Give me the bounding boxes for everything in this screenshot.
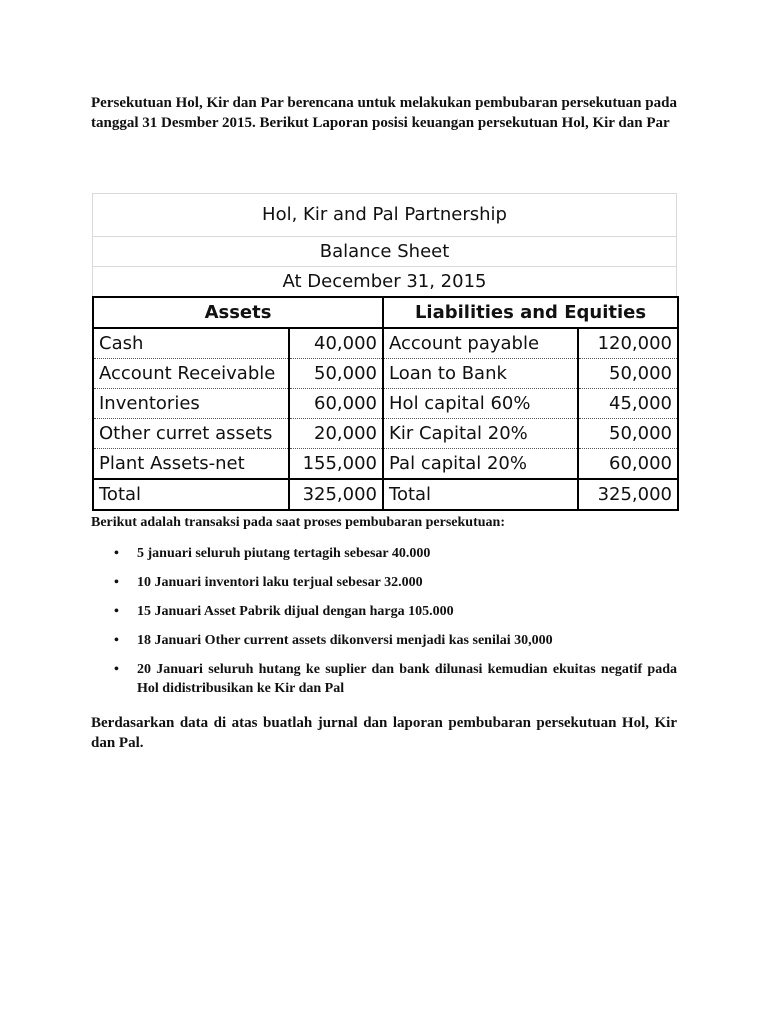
table-row [93,389,678,419]
conclusion-paragraph: Berdasarkan data di atas buatlah jurnal dan laporan pembubaran persekutuan Hol, Kir dan Pal. [91,715,677,751]
asset-value: 50,000 [289,359,383,389]
bullet-icon: • [114,575,119,590]
liability-name: Pal capital 20% [383,449,578,480]
table-row [93,449,678,480]
liabilities-header: Liabilities and Equities [383,297,678,328]
bullet-icon: • [114,546,119,561]
liability-total-label: Total [383,479,578,510]
balance-sheet-subtitle: Balance Sheet [93,237,676,267]
table-header-row [93,297,678,328]
transaction-text: 10 Januari inventori laku terjual sebesar 32.000 [137,575,423,590]
liability-total-value: 325,000 [578,479,678,510]
transaction-text: 20 Januari seluruh hutang ke suplier dan bank dilunasi kemudian ekuitas negatif pada Hol didistribusikan ke Kir dan Pal [137,662,677,696]
transactions-heading: Berikut adalah transaksi pada saat proses pembubaran persekutuan: [91,515,505,530]
bullet-icon: • [114,662,119,677]
balance-sheet-table [92,296,679,511]
balance-sheet-date: At December 31, 2015 [282,271,487,292]
asset-value: 60,000 [289,389,383,419]
liability-name: Loan to Bank [383,359,578,389]
list-item [91,573,677,592]
asset-total-label: Total [93,479,289,510]
list-item [91,631,677,650]
intro-paragraph: Persekutuan Hol, Kir dan Par berencana untuk melakukan pembubaran persekutuan pada tanggal 31 Desmber 2015. Berikut Laporan posisi keuangan persekutuan Hol, Kir dan Par [91,95,677,131]
asset-name: Cash [93,328,289,359]
asset-name: Plant Assets-net [93,449,289,480]
transaction-text: 5 januari seluruh piutang tertagih sebesar 40.000 [137,546,431,561]
liability-value: 50,000 [578,419,678,449]
liability-value: 120,000 [578,328,678,359]
liability-name: Kir Capital 20% [383,419,578,449]
asset-name: Inventories [93,389,289,419]
asset-value: 40,000 [289,328,383,359]
liability-value: 50,000 [578,359,678,389]
bullet-icon: • [114,604,119,619]
table-row [93,328,678,359]
list-item [91,602,677,621]
balance-sheet [92,193,677,511]
balance-sheet-title: Hol, Kir and Pal Partnership [93,194,676,237]
liability-name: Hol capital 60% [383,389,578,419]
liability-name: Account payable [383,328,578,359]
liability-value: 60,000 [578,449,678,480]
asset-value: 155,000 [289,449,383,480]
asset-name: Account Receivable [93,359,289,389]
asset-name: Other curret assets [93,419,289,449]
list-item [91,544,677,563]
transaction-text: 15 Januari Asset Pabrik dijual dengan harga 105.000 [137,604,454,619]
table-row [93,419,678,449]
asset-total-value: 325,000 [289,479,383,510]
transaction-text: 18 Januari Other current assets dikonversi menjadi kas senilai 30,000 [137,633,553,648]
asset-value: 20,000 [289,419,383,449]
liability-value: 45,000 [578,389,678,419]
bullet-icon: • [114,633,119,648]
transactions-list [91,544,677,708]
balance-sheet-header [92,193,677,296]
table-row [93,359,678,389]
list-item [91,660,677,698]
total-row [93,479,678,510]
assets-header: Assets [93,297,383,328]
